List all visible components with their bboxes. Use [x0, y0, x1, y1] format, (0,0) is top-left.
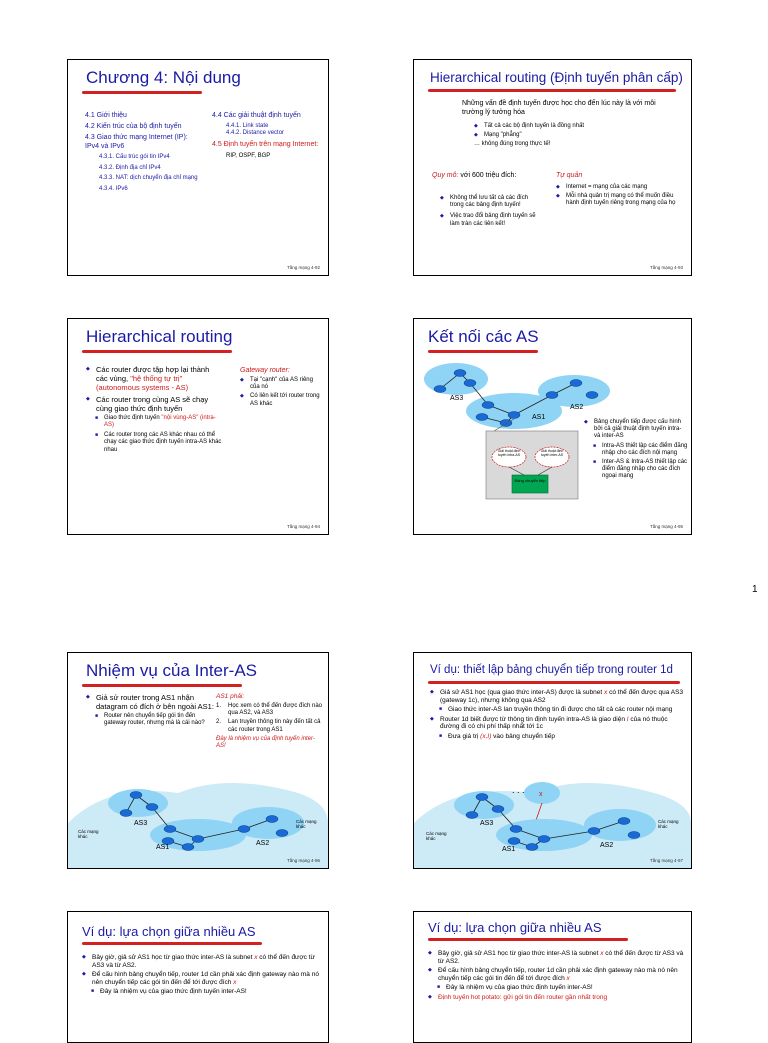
bullet-text: Bây giờ, giả sử AS1 học từ giao thức inter-AS là subnet: [438, 950, 601, 957]
slide-title: Ví dụ: thiết lập bảng chuyển tiếp trong router 1d: [430, 664, 673, 676]
as1-label: AS1: [532, 414, 546, 421]
sub-bullet: ■ Đây là nhiệm vụ của giao thức định tuyến inter-AS!: [82, 988, 322, 996]
bullet: [82, 971, 322, 986]
bullet-text: Đưa giá trị: [448, 732, 481, 740]
slide-footer: Tầng mạng 4-96: [286, 858, 320, 863]
diagram-bullets: [584, 419, 688, 483]
toc-subitem: 4.3.1. Cấu trúc gói tin IPv4: [99, 154, 170, 161]
slide-footer: Tầng mạng 4-93: [649, 265, 683, 270]
subnet-x: x: [566, 974, 570, 982]
sub-bullet: ■ Router nên chuyển tiếp gói tin đến gateway router, nhưng mà là cái nào?: [86, 713, 216, 728]
intro-text: Những vấn đề định tuyến được học cho đến lúc này là với môi trường lý tưởng hóa: [462, 100, 656, 116]
bullet: ◆ Tại "cạnh" của AS riêng của nó: [240, 377, 324, 391]
slide-8: [413, 911, 692, 1043]
as2-label: AS2: [570, 404, 584, 411]
main-bullets: [82, 954, 322, 998]
slide-2: [413, 59, 692, 276]
toc-right: [212, 112, 324, 161]
sub-bullet: ■ Intra-AS thiết lập các điểm đăng nhập cho các đích nội mạng: [584, 443, 688, 457]
scale-text: với 600 triệu đích:: [458, 172, 517, 179]
bullet-text: có thể đến được từ AS3 và từ AS2.: [92, 954, 315, 969]
router-icon: [182, 844, 194, 851]
numbered-item: Học xem có thể đến được đích nào qua AS2, và AS3: [228, 703, 323, 717]
toc-subitem: RIP, OSPF, BGP: [226, 153, 271, 160]
toc-item: 4.4 Các giải thuật định tuyến: [212, 112, 301, 119]
admin-bullets: [556, 184, 676, 210]
as2-label: AS2: [256, 840, 270, 847]
bullet: ◆ Bảng chuyển tiếp được cấu hình bởi cả giải thuật định tuyến intra- và inter-AS: [584, 419, 688, 441]
as2-cloud: [232, 807, 304, 839]
toc-item: 4.2 Kiến trúc của bộ định tuyến: [85, 122, 182, 130]
title-underline: [82, 350, 232, 353]
gateway-bullets: [240, 377, 324, 410]
ellipsis: . . .: [512, 785, 525, 795]
slide-4: [413, 318, 692, 535]
slide-6: [413, 652, 692, 869]
router-icon: [476, 794, 488, 801]
other-networks-left: Các mạng khác: [78, 829, 99, 839]
bullet-text: Để cấu hình bảng chuyển tiếp, router 1d cần phải xác định gateway nào mà nó nên chuyển tiếp các gói tin đến để tới được đích: [92, 971, 319, 986]
as1-must-list: 1. Học xem có thể đến được đích nào qua AS2, và AS3 2. Lan truyền thông tin này đến tất cả các router trong AS1 Đây là nhiệm vụ của định tuyến inter-AS!: [216, 703, 323, 750]
scale-label: Quy mô:: [432, 172, 459, 179]
router-icon: [618, 818, 630, 825]
bullet-text: Bây giờ, giả sử AS1 học từ giao thức inter-AS là subnet: [92, 954, 255, 961]
router-icon: [476, 414, 488, 421]
slide-3: [67, 318, 329, 535]
router-icon: [266, 816, 278, 823]
intra-as-label: Giải thuật định tuyến intra-AS: [497, 449, 521, 457]
slide-title: Nhiệm vụ của Inter-AS: [86, 661, 258, 680]
router-icon: [492, 806, 504, 813]
sub-bullet: ■ Giao thức inter-AS lan truyền thông tin đi được cho tất cả các router nội mạng: [430, 706, 685, 714]
router-icon: [146, 804, 158, 811]
sub-bullet: ■ Đây là nhiệm vụ của giao thức định tuyến inter-AS!: [428, 984, 686, 992]
router-icon: [538, 836, 550, 843]
sub-bullet: ■ Các router trong các AS khác nhau có thể chạy các giao thức định tuyến intra-AS khác nhau: [86, 432, 222, 454]
forwarding-table-label: Bảng chuyển tiếp: [514, 478, 546, 483]
other-networks-right: Các mạng khác: [658, 819, 679, 829]
slide-title: Ví dụ: lựa chọn giữa nhiều AS: [82, 924, 256, 939]
router-icon: [570, 380, 582, 387]
router-icon: [510, 826, 522, 833]
slide-footer: Tầng mạng 4-94: [286, 524, 320, 529]
router-icon: [526, 844, 538, 851]
bullet: ◆ Mạng "phẳng": [474, 132, 674, 139]
slide-footer: Tầng mạng 4-97: [649, 858, 683, 863]
bullet-note: … không đúng trong thực tế!: [474, 141, 551, 148]
bullet-text: Giả sử AS1 học (qua giao thức inter-AS) được là subnet: [440, 689, 605, 696]
bullet: ◆ Việc trao đổi bảng định tuyến sẽ làm tràn các liên kết!: [440, 213, 536, 227]
sub-bullet: [86, 415, 222, 430]
main-bullets: [86, 365, 222, 456]
toc-item: 4.1 Giới thiệu: [85, 112, 127, 119]
inter-as-note: Đây là nhiệm vụ của định tuyến inter-AS!: [216, 735, 315, 750]
bullet: ◆ Giả sử router trong AS1 nhận datagram có đích ở bên ngoài AS1:: [86, 693, 216, 711]
bullet-text: có thể đến được qua AS3 (gateway 1c), nhưng không qua AS2: [440, 689, 684, 704]
slide-7: [67, 911, 329, 1043]
as3-label: AS3: [450, 395, 464, 402]
as2-label: AS2: [600, 842, 614, 849]
router-icon: [192, 836, 204, 843]
as3-label: AS3: [134, 820, 148, 827]
router-icon: [434, 386, 446, 393]
numbered-item: Lan truyền thông tin này đến tất cả các router trong AS1: [228, 719, 321, 733]
router-icon: [164, 826, 176, 833]
slide-5: [67, 652, 329, 869]
bullet-text: vào bảng chuyển tiếp: [491, 732, 555, 740]
toc-item: 4.5 Định tuyến trên mạng Internet:: [212, 140, 319, 148]
toc-subitem: 4.3.2. Định địa chỉ IPv4: [99, 164, 161, 171]
admin-label: Tự quản: [556, 172, 583, 179]
bullet-highlight: "hệ thống tự trị" (autonomous systems - AS): [96, 374, 189, 392]
router-icon: [586, 392, 598, 399]
toc-subitem: 4.4.1. Link state: [226, 122, 269, 129]
bullet: ◆ Có liên kết tới router trong AS khác: [240, 393, 324, 407]
subnet-x: x: [233, 978, 237, 986]
entry-x-i: (x,I): [480, 732, 492, 740]
other-networks-right: Các mạng khác: [296, 819, 317, 829]
router-icon: [500, 420, 512, 427]
bullet-text: của nó thuộc đường đi có chi phí thấp nhất tới 1c: [440, 715, 668, 731]
bullet-text: Router 1d biết được từ thông tin định tuyến intra-AS là giao diện: [440, 715, 627, 723]
bullet-text: Để cấu hình bảng chuyển tiếp, router 1d cần phải xác định gateway nào mà nó nên chuyển tiếp các gói tin đến để tới được đích: [438, 967, 678, 982]
router-icon: [120, 810, 132, 817]
as3-cloud: [424, 363, 488, 395]
bullet: ◆ Tất cả các bộ định tuyến là đồng nhất: [474, 123, 674, 130]
bullet: [82, 954, 322, 969]
bullet: ◆ Internet = mạng của các mạng: [556, 184, 676, 191]
as1-must-title: AS1 phải:: [216, 693, 245, 700]
router-icon: [466, 812, 478, 819]
bullet: ◆ Các router trong cùng AS sẽ chạy cùng giao thức định tuyến: [86, 395, 222, 413]
bullet: [428, 967, 686, 982]
inter-as-label: Giải thuật định tuyến inter-AS: [540, 449, 564, 457]
slide-footer: Tầng mạng 4-92: [286, 265, 320, 270]
subnet-x-label: x: [539, 791, 543, 798]
bullet: [86, 365, 222, 392]
toc-item: 4.3 Giao thức mạng Internet (IP): IPv4 và IPv6: [85, 134, 188, 150]
toc-subitem: 4.3.4. IPv6: [99, 185, 128, 192]
router-icon: [464, 380, 476, 387]
title-underline: [82, 942, 262, 945]
other-networks-left: Các mạng khác: [426, 831, 447, 841]
slide-title: Hierarchical routing: [86, 327, 233, 346]
router-icon: [130, 792, 142, 799]
title-underline: [82, 91, 202, 94]
main-bullets: [428, 950, 686, 1004]
router-icon: [238, 826, 250, 833]
slide-title: Ví dụ: lựa chọn giữa nhiều AS: [428, 920, 602, 935]
page-number: 1: [752, 584, 758, 595]
sub-bullet: ■ Inter-AS & Intra-AS thiết lập các điểm đăng nhập cho các đích ngoại mạng: [584, 459, 688, 481]
router-icon: [276, 830, 288, 837]
as1-label: AS1: [502, 846, 516, 853]
bullet: [428, 950, 686, 965]
subnet-x: x: [600, 950, 604, 957]
as2-cloud: [584, 809, 656, 841]
scale-bullets: [440, 195, 536, 230]
intro-bullets: [474, 123, 674, 151]
bullet-highlight: "nội vùng-AS" (intra-AS): [104, 415, 216, 429]
as3-label: AS3: [480, 820, 494, 827]
bullet: ◆ Mỗi nhà quản trị mạng có thể muốn điều hành định tuyến riêng trong mạng của họ: [556, 193, 676, 207]
as1-label: AS1: [156, 844, 170, 851]
gateway-title: Gateway router:: [240, 367, 290, 374]
bullet-text: có thể đến được từ AS3 và từ AS2.: [438, 950, 684, 965]
interface-i: I: [626, 715, 629, 723]
router-icon: [508, 838, 520, 845]
subnet-x: x: [604, 689, 608, 696]
router-icon: [454, 370, 466, 377]
router-icon: [508, 412, 520, 419]
bullet-text: Giao thức định tuyến: [104, 415, 162, 421]
slide-title: Chương 4: Nội dung: [86, 68, 241, 87]
toc-subitem: 4.3.3. NAT: dịch chuyển địa chỉ mạng: [99, 175, 198, 182]
toc-subitem: 4.4.2. Distance vector: [226, 130, 285, 137]
bullet: ◆ Định tuyến hot potato: gửi gói tin đến router gần nhất trong: [428, 994, 686, 1002]
bullet-text: Các router được tập hợp lại thành các vùng,: [96, 365, 210, 383]
slide-1: [67, 59, 329, 276]
slide-title: Hierarchical routing (Định tuyến phân cấp): [430, 70, 683, 85]
toc-left: [85, 112, 203, 193]
title-underline: [428, 938, 628, 941]
router-icon: [588, 828, 600, 835]
router-icon: [546, 392, 558, 399]
router-icon: [628, 832, 640, 839]
router-icon: [482, 402, 494, 409]
bullet: ◆ Không thể lưu tất cả các đích trong các bảng định tuyến!: [440, 195, 536, 209]
subnet-x: x: [254, 954, 258, 961]
scale-heading: [432, 172, 542, 181]
slide-footer: Tầng mạng 4-95: [649, 524, 683, 529]
title-underline: [428, 89, 676, 92]
slide-title: Kết nối các AS: [428, 327, 539, 346]
